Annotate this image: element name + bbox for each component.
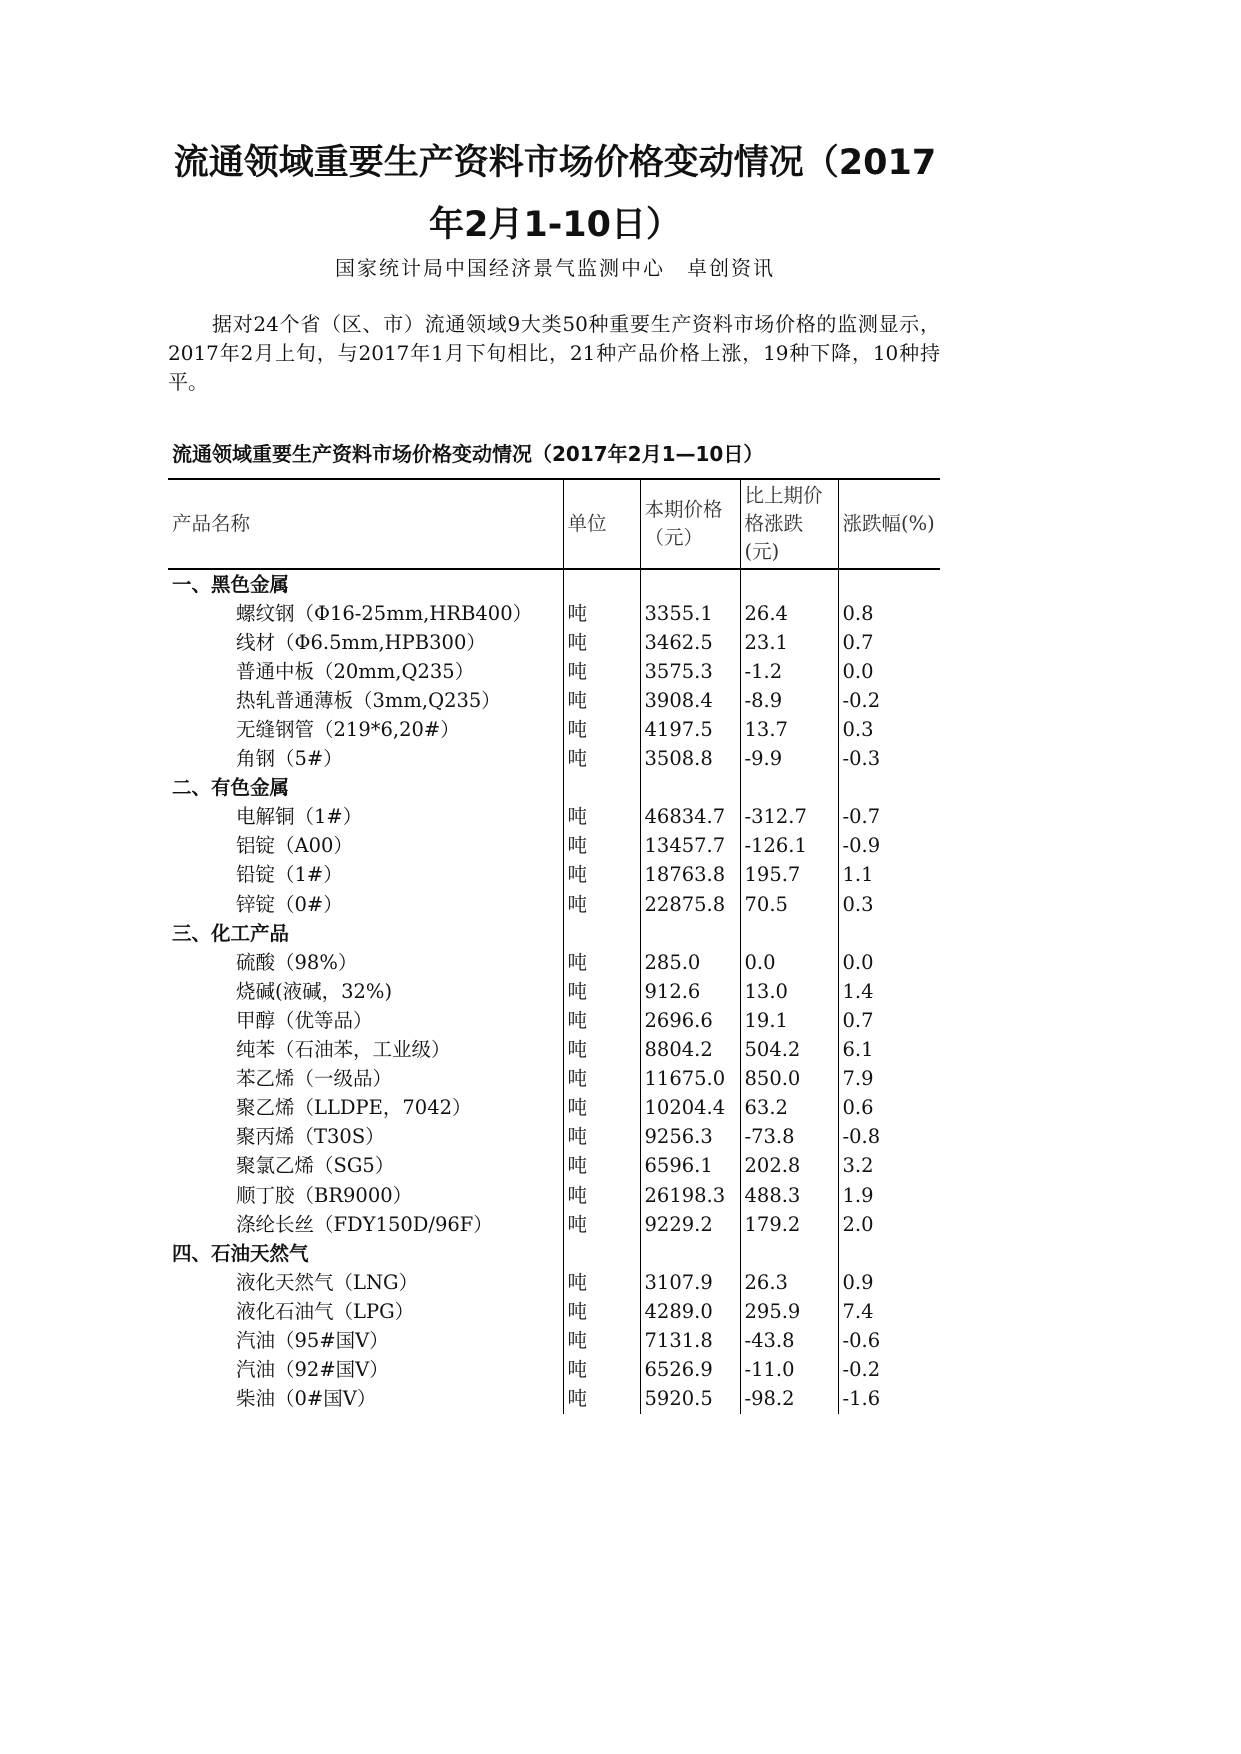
- current-price: 4197.5: [640, 715, 740, 744]
- document-title: 流通领域重要生产资料市场价格变动情况（2017年2月1-10日）: [173, 143, 937, 245]
- current-price: 912.6: [640, 977, 740, 1006]
- unit: 吨: [563, 1297, 640, 1326]
- table-row: [168, 1036, 940, 1065]
- unit: 吨: [563, 686, 640, 715]
- current-price: 285.0: [640, 948, 740, 977]
- product-name: 苯乙烯（一级品）: [236, 1067, 393, 1091]
- unit: 吨: [563, 1123, 640, 1152]
- unit: 吨: [563, 1094, 640, 1123]
- current-price: 3355.1: [640, 599, 740, 628]
- product-name: 聚氯乙烯（SG5）: [236, 1154, 395, 1178]
- change-percent: 1.1: [838, 861, 940, 890]
- unit: 吨: [563, 977, 640, 1006]
- empty-cell: [563, 774, 640, 803]
- price-change: 0.0: [740, 948, 838, 977]
- table-row: [168, 1065, 940, 1094]
- table-row: [168, 1356, 940, 1385]
- price-change: 26.4: [740, 599, 838, 628]
- table-header-row: [168, 479, 940, 569]
- current-price: 13457.7: [640, 832, 740, 861]
- current-price: 11675.0: [640, 1065, 740, 1094]
- change-percent: 0.8: [838, 599, 940, 628]
- change-percent: 0.0: [838, 948, 940, 977]
- change-percent: -0.2: [838, 686, 940, 715]
- price-change: -9.9: [740, 745, 838, 774]
- unit: 吨: [563, 1268, 640, 1297]
- change-percent: 3.2: [838, 1152, 940, 1181]
- table-row: [168, 1094, 940, 1123]
- unit: 吨: [563, 1181, 640, 1210]
- product-name: 涤纶长丝（FDY150D/96F）: [236, 1212, 493, 1236]
- change-percent: 0.0: [838, 657, 940, 686]
- unit: 吨: [563, 1385, 640, 1414]
- price-change: -73.8: [740, 1123, 838, 1152]
- header-change: 比上期价格涨跌(元): [740, 479, 838, 569]
- table-row: [168, 686, 940, 715]
- product-name: 液化石油气（LPG）: [236, 1299, 415, 1323]
- current-price: 3107.9: [640, 1268, 740, 1297]
- product-name: 汽油（95#国Ⅴ）: [236, 1328, 389, 1352]
- change-percent: 0.3: [838, 715, 940, 744]
- category-name: 一、黑色金属: [172, 572, 290, 596]
- product-name: 顺丁胶（BR9000）: [236, 1183, 413, 1207]
- change-percent: -0.9: [838, 832, 940, 861]
- empty-cell: [740, 569, 838, 599]
- product-name: 线材（Φ6.5mm,HPB300）: [236, 630, 486, 654]
- price-change: 23.1: [740, 628, 838, 657]
- table-row: [168, 1268, 940, 1297]
- header-unit: 单位: [563, 479, 640, 569]
- empty-cell: [838, 1239, 940, 1268]
- unit: 吨: [563, 803, 640, 832]
- table-row: [168, 803, 940, 832]
- table-row: [168, 832, 940, 861]
- header-change-pct: 涨跌幅(%): [838, 479, 940, 569]
- price-change: -312.7: [740, 803, 838, 832]
- current-price: 3908.4: [640, 686, 740, 715]
- change-percent: 0.3: [838, 890, 940, 919]
- category-row: [168, 569, 940, 599]
- price-change: 63.2: [740, 1094, 838, 1123]
- unit: 吨: [563, 1036, 640, 1065]
- current-price: 7131.8: [640, 1326, 740, 1355]
- current-price: 10204.4: [640, 1094, 740, 1123]
- unit: 吨: [563, 1210, 640, 1239]
- document-source: 国家统计局中国经济景气监测中心 卓创资讯: [335, 256, 775, 280]
- price-change: 26.3: [740, 1268, 838, 1297]
- change-percent: 6.1: [838, 1036, 940, 1065]
- unit: 吨: [563, 1356, 640, 1385]
- product-name: 无缝钢管（219*6,20#）: [236, 718, 460, 742]
- product-name: 甲醇（优等品）: [236, 1008, 373, 1032]
- price-change: 19.1: [740, 1006, 838, 1035]
- change-percent: 0.6: [838, 1094, 940, 1123]
- price-change: -8.9: [740, 686, 838, 715]
- current-price: 6596.1: [640, 1152, 740, 1181]
- price-change: -11.0: [740, 1356, 838, 1385]
- current-price: 5920.5: [640, 1385, 740, 1414]
- product-name: 普通中板（20mm,Q235）: [236, 659, 475, 683]
- change-percent: 2.0: [838, 1210, 940, 1239]
- category-name: 二、有色金属: [172, 776, 290, 800]
- change-percent: -1.6: [838, 1385, 940, 1414]
- table-row: [168, 715, 940, 744]
- category-row: [168, 1239, 940, 1268]
- change-percent: 0.7: [838, 1006, 940, 1035]
- price-change: 295.9: [740, 1297, 838, 1326]
- table-row: [168, 1152, 940, 1181]
- category-row: [168, 774, 940, 803]
- empty-cell: [740, 1239, 838, 1268]
- category-name: 四、石油天然气: [172, 1241, 309, 1265]
- empty-cell: [740, 774, 838, 803]
- unit: 吨: [563, 715, 640, 744]
- product-name: 角钢（5#）: [236, 747, 343, 771]
- table-row: [168, 948, 940, 977]
- category-name: 三、化工产品: [172, 921, 290, 945]
- empty-cell: [640, 774, 740, 803]
- unit: 吨: [563, 745, 640, 774]
- product-name: 柴油（0#国Ⅴ）: [236, 1387, 377, 1411]
- table-row: [168, 599, 940, 628]
- table-row: [168, 1385, 940, 1414]
- unit: 吨: [563, 948, 640, 977]
- current-price: 18763.8: [640, 861, 740, 890]
- change-percent: -0.7: [838, 803, 940, 832]
- product-name: 液化天然气（LNG）: [236, 1270, 419, 1294]
- table-row: [168, 977, 940, 1006]
- category-row: [168, 919, 940, 948]
- price-change: 488.3: [740, 1181, 838, 1210]
- change-percent: -0.3: [838, 745, 940, 774]
- change-percent: 0.9: [838, 1268, 940, 1297]
- unit: 吨: [563, 1326, 640, 1355]
- table-row: [168, 745, 940, 774]
- header-product: 产品名称: [168, 479, 563, 569]
- table-row: [168, 1326, 940, 1355]
- product-name: 热轧普通薄板（3mm,Q235）: [236, 688, 501, 712]
- empty-cell: [838, 569, 940, 599]
- current-price: 8804.2: [640, 1036, 740, 1065]
- table-row: [168, 890, 940, 919]
- empty-cell: [838, 919, 940, 948]
- price-change: 13.0: [740, 977, 838, 1006]
- unit: 吨: [563, 628, 640, 657]
- current-price: 26198.3: [640, 1181, 740, 1210]
- unit: 吨: [563, 657, 640, 686]
- header-price: 本期价格（元）: [640, 479, 740, 569]
- price-change: -126.1: [740, 832, 838, 861]
- product-name: 烧碱(液碱，32%): [236, 979, 393, 1003]
- unit: 吨: [563, 599, 640, 628]
- price-change: -1.2: [740, 657, 838, 686]
- current-price: 3575.3: [640, 657, 740, 686]
- current-price: 9229.2: [640, 1210, 740, 1239]
- product-name: 硫酸（98%）: [236, 950, 358, 974]
- change-percent: -0.8: [838, 1123, 940, 1152]
- product-name: 纯苯（石油苯，工业级）: [236, 1038, 451, 1062]
- table-row: [168, 1210, 940, 1239]
- price-change: 195.7: [740, 861, 838, 890]
- table-row: [168, 628, 940, 657]
- current-price: 4289.0: [640, 1297, 740, 1326]
- product-name: 铅锭（1#）: [236, 863, 343, 887]
- change-percent: 0.7: [838, 628, 940, 657]
- table-row: [168, 1297, 940, 1326]
- price-change: 850.0: [740, 1065, 838, 1094]
- product-name: 聚丙烯（T30S）: [236, 1125, 385, 1149]
- price-change: -98.2: [740, 1385, 838, 1414]
- empty-cell: [563, 919, 640, 948]
- change-percent: 1.9: [838, 1181, 940, 1210]
- table-caption: 流通领域重要生产资料市场价格变动情况（2017年2月1—10日）: [172, 442, 764, 466]
- price-change: 179.2: [740, 1210, 838, 1239]
- product-name: 聚乙烯（LLDPE，7042）: [236, 1096, 472, 1120]
- change-percent: -0.6: [838, 1326, 940, 1355]
- empty-cell: [563, 569, 640, 599]
- current-price: 46834.7: [640, 803, 740, 832]
- unit: 吨: [563, 890, 640, 919]
- unit: 吨: [563, 832, 640, 861]
- price-table: [168, 478, 940, 1414]
- product-name: 铝锭（A00）: [236, 834, 353, 858]
- empty-cell: [838, 774, 940, 803]
- change-percent: 7.4: [838, 1297, 940, 1326]
- empty-cell: [640, 1239, 740, 1268]
- price-change: 504.2: [740, 1036, 838, 1065]
- table-row: [168, 1181, 940, 1210]
- table-row: [168, 1006, 940, 1035]
- product-name: 螺纹钢（Φ16-25mm,HRB400）: [236, 601, 533, 625]
- empty-cell: [640, 569, 740, 599]
- current-price: 2696.6: [640, 1006, 740, 1035]
- price-change: 202.8: [740, 1152, 838, 1181]
- change-percent: 1.4: [838, 977, 940, 1006]
- change-percent: 7.9: [838, 1065, 940, 1094]
- empty-cell: [740, 919, 838, 948]
- unit: 吨: [563, 1006, 640, 1035]
- unit: 吨: [563, 1065, 640, 1094]
- current-price: 22875.8: [640, 890, 740, 919]
- empty-cell: [640, 919, 740, 948]
- product-name: 锌锭（0#）: [236, 892, 343, 916]
- price-change: 70.5: [740, 890, 838, 919]
- table-row: [168, 861, 940, 890]
- price-change: 13.7: [740, 715, 838, 744]
- summary-paragraph: 据对24个省（区、市）流通领域9大类50种重要生产资料市场价格的监测显示，2017年2月上旬，与2017年1月下旬相比，21种产品价格上涨，19种下降，10种持平。: [168, 312, 940, 394]
- current-price: 6526.9: [640, 1356, 740, 1385]
- table-row: [168, 1123, 940, 1152]
- table-row: [168, 657, 940, 686]
- product-name: 汽油（92#国Ⅴ）: [236, 1358, 389, 1382]
- unit: 吨: [563, 861, 640, 890]
- product-name: 电解铜（1#）: [236, 805, 363, 829]
- current-price: 3462.5: [640, 628, 740, 657]
- current-price: 3508.8: [640, 745, 740, 774]
- current-price: 9256.3: [640, 1123, 740, 1152]
- unit: 吨: [563, 1152, 640, 1181]
- change-percent: -0.2: [838, 1356, 940, 1385]
- price-change: -43.8: [740, 1326, 838, 1355]
- empty-cell: [563, 1239, 640, 1268]
